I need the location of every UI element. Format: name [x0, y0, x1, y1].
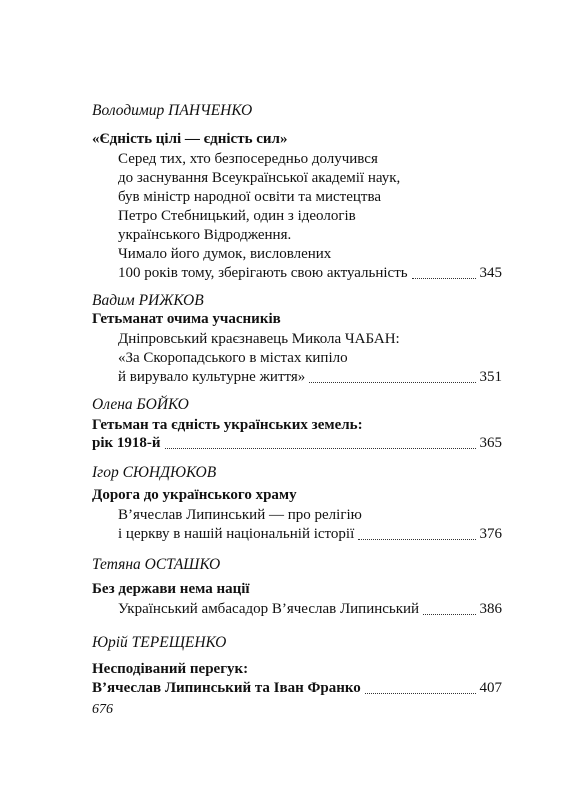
entry-description — [118, 506, 362, 525]
entry-author: Вадим РИЖКОВ — [92, 292, 204, 309]
dot-leader — [412, 278, 476, 279]
page-ref: 365 — [479, 435, 502, 451]
desc-line: Серед тих, хто безпосередньо долучився — [118, 151, 378, 167]
page-ref: 351 — [479, 369, 502, 385]
desc-line: Український амбасадор В’ячеслав Липинський — [118, 601, 420, 617]
toc-line[interactable] — [118, 600, 502, 619]
entry-title: В’ячеслав Липинський та Іван Франко — [92, 680, 361, 696]
toc-line[interactable] — [92, 434, 502, 452]
desc-line: В’ячеслав Липинський — про релігію — [118, 507, 362, 523]
entry-title: Гетьманат очима учасників — [92, 311, 281, 327]
page-ref: 345 — [479, 265, 502, 281]
desc-line: був міністр народної освіти та мистецтва — [118, 189, 381, 205]
desc-line: 100 років тому, зберігають свою актуальність — [118, 265, 408, 281]
dot-leader — [365, 693, 476, 694]
dot-leader — [309, 382, 475, 383]
entry-author: Юрій ТЕРЕЩЕНКО — [92, 634, 227, 651]
entry-description — [118, 330, 400, 368]
page-ref: 386 — [479, 601, 502, 617]
desc-line: Петро Стебницький, один з ідеологів — [118, 208, 356, 224]
page-number: 676 — [92, 702, 113, 717]
desc-line: «За Скоропадського в містах кипіло — [118, 350, 348, 366]
entry-title: Несподіваний перегук: — [92, 661, 249, 677]
desc-line: і церкву в нашій національній історії — [118, 526, 355, 542]
dot-leader — [423, 614, 475, 615]
desc-line: Дніпровський краєзнавець Микола ЧАБАН: — [118, 331, 400, 347]
entry-author: Олена БОЙКО — [92, 396, 189, 413]
entry-title: Гетьман та єдність українських земель: — [92, 417, 363, 433]
toc-line[interactable] — [118, 368, 502, 387]
desc-line: й вирувало культурне життя» — [118, 369, 306, 385]
desc-line: Чимало його думок, висловлених — [118, 246, 332, 262]
desc-line: до заснування Всеукраїнської академії наук, — [118, 170, 401, 186]
entry-author: Ігор СЮНДЮКОВ — [92, 464, 217, 481]
page-ref: 407 — [479, 680, 502, 696]
toc-line[interactable] — [118, 525, 502, 544]
toc-line[interactable] — [92, 679, 502, 697]
entry-author: Тетяна ОСТАШКО — [92, 556, 221, 573]
toc-line[interactable] — [118, 264, 502, 283]
dot-leader — [165, 448, 476, 449]
entry-title: «Єдність цілі — єдність сил» — [92, 131, 288, 147]
page-ref: 376 — [479, 526, 502, 542]
entry-title: Дорога до українського храму — [92, 487, 297, 503]
dot-leader — [358, 539, 475, 540]
entry-description — [118, 150, 400, 264]
entry-title: Без держави нема нації — [92, 581, 250, 597]
entry-title: рік 1918-й — [92, 435, 161, 451]
entry-author: Володимир ПАНЧЕНКО — [92, 102, 253, 119]
desc-line: українського Відродження. — [118, 227, 292, 243]
